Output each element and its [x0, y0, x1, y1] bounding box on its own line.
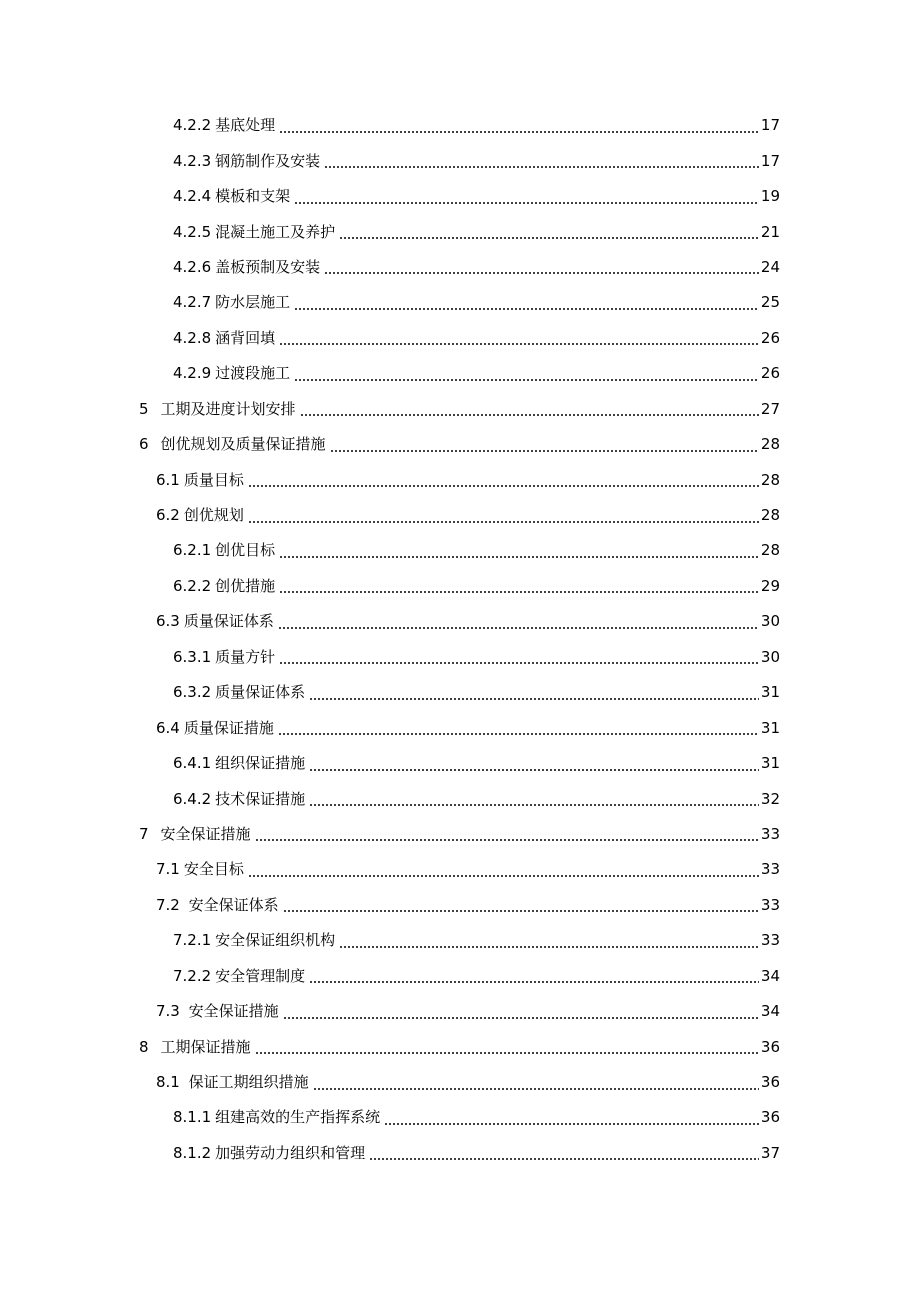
toc-dot-leader [309, 804, 759, 806]
toc-entry-page: 30 [760, 612, 780, 631]
toc-dot-leader [255, 839, 759, 841]
toc-entry-number: 8.1.2 [173, 1143, 212, 1162]
toc-dot-leader [279, 556, 759, 558]
toc-entry-page: 30 [760, 647, 780, 666]
toc-entry-title: 安全保证组织机构 [215, 931, 336, 950]
toc-entry[interactable] [0, 179, 780, 214]
toc-dot-leader [313, 1088, 759, 1090]
toc-entry-number: 7.1 [156, 860, 180, 879]
toc-entry-number: 7 [139, 824, 149, 843]
toc-dot-leader [248, 485, 759, 487]
toc-entry[interactable] [0, 214, 780, 249]
toc-entry-title: 工期及进度计划安排 [160, 399, 296, 418]
toc-entry[interactable] [0, 356, 780, 391]
toc-entry-page: 19 [760, 187, 780, 206]
toc-entry-page: 26 [760, 328, 780, 347]
toc-entry-page: 17 [760, 151, 780, 170]
toc-entry-page: 21 [760, 222, 780, 241]
table-of-contents [0, 108, 920, 1171]
toc-entry-page: 33 [760, 931, 780, 950]
toc-entry-title: 防水层施工 [215, 293, 291, 312]
toc-entry-number: 5 [139, 399, 149, 418]
toc-dot-leader [384, 1123, 759, 1125]
toc-dot-leader [279, 131, 759, 133]
toc-entry-title: 技术保证措施 [215, 789, 306, 808]
toc-entry-title: 组建高效的生产指挥系统 [215, 1108, 381, 1127]
toc-entry[interactable] [0, 817, 780, 852]
toc-entry[interactable] [0, 994, 780, 1029]
toc-entry[interactable] [0, 1065, 780, 1100]
toc-entry[interactable] [0, 427, 780, 462]
toc-entry-title: 工期保证措施 [160, 1037, 251, 1056]
toc-entry-number: 6.3.1 [173, 647, 212, 666]
toc-entry-page: 31 [760, 718, 780, 737]
toc-entry-page: 28 [760, 435, 780, 454]
toc-entry-page: 33 [760, 860, 780, 879]
toc-entry-number: 6.2 [156, 506, 180, 525]
toc-entry-title: 模板和支架 [215, 187, 291, 206]
toc-entry-page: 17 [760, 116, 780, 135]
toc-entry-title: 创优规划及质量保证措施 [160, 435, 326, 454]
toc-entry-number: 6.2.1 [173, 541, 212, 560]
toc-dot-leader [283, 1017, 759, 1019]
toc-entry-number: 4.2.7 [173, 293, 212, 312]
toc-entry-page: 34 [760, 1002, 780, 1021]
toc-entry-page: 36 [760, 1073, 780, 1092]
toc-entry-number: 8.1.1 [173, 1108, 212, 1127]
toc-dot-leader [248, 521, 759, 523]
toc-dot-leader [279, 662, 759, 664]
toc-entry[interactable] [0, 392, 780, 427]
toc-entry-page: 33 [760, 895, 780, 914]
toc-entry-page: 32 [760, 789, 780, 808]
toc-entry-title: 质量方针 [215, 647, 276, 666]
toc-entry-number: 4.2.2 [173, 116, 212, 135]
toc-entry-title: 过渡段施工 [215, 364, 291, 383]
toc-entry[interactable] [0, 640, 780, 675]
toc-entry-page: 31 [760, 683, 780, 702]
toc-entry[interactable] [0, 604, 780, 639]
toc-dot-leader [294, 379, 759, 381]
toc-entry-number: 4.2.3 [173, 151, 212, 170]
toc-entry-title: 加强劳动力组织和管理 [215, 1143, 366, 1162]
toc-entry-number: 6.4 [156, 718, 180, 737]
toc-entry-number: 8.1 [156, 1073, 185, 1092]
toc-entry-number: 4.2.9 [173, 364, 212, 383]
toc-dot-leader [300, 414, 759, 416]
toc-entry-title: 质量保证体系 [215, 683, 306, 702]
toc-entry-title: 安全管理制度 [215, 966, 306, 985]
toc-entry[interactable] [0, 746, 780, 781]
toc-dot-leader [283, 910, 759, 912]
toc-entry-page: 28 [760, 506, 780, 525]
toc-entry-title: 安全目标 [183, 860, 244, 879]
toc-dot-leader [294, 202, 759, 204]
toc-dot-leader [255, 1052, 759, 1054]
toc-entry-page: 25 [760, 293, 780, 312]
toc-entry-number: 6.4.1 [173, 754, 212, 773]
toc-entry[interactable] [0, 781, 780, 816]
toc-entry[interactable] [0, 498, 780, 533]
toc-dot-leader [324, 272, 759, 274]
toc-entry-page: 36 [760, 1037, 780, 1056]
toc-entry-title: 安全保证体系 [188, 895, 279, 914]
toc-entry-number: 6.3 [156, 612, 180, 631]
toc-entry[interactable] [0, 710, 780, 745]
toc-entry-number: 7.2.2 [173, 966, 212, 985]
toc-entry-title: 创优措施 [215, 576, 276, 595]
toc-entry[interactable] [0, 321, 780, 356]
toc-entry[interactable] [0, 143, 780, 178]
toc-entry-number: 4.2.6 [173, 257, 212, 276]
toc-entry-page: 24 [760, 257, 780, 276]
toc-entry-title: 保证工期组织措施 [188, 1073, 309, 1092]
toc-entry-number: 7.2 [156, 895, 185, 914]
toc-entry-number: 6.1 [156, 470, 180, 489]
toc-entry[interactable] [0, 108, 780, 143]
toc-entry-number: 6 [139, 435, 149, 454]
toc-entry-title: 质量保证措施 [183, 718, 274, 737]
toc-entry-title: 安全保证措施 [188, 1002, 279, 1021]
toc-entry-title: 涵背回填 [215, 328, 276, 347]
toc-entry-number: 8 [139, 1037, 149, 1056]
toc-entry-title: 质量目标 [183, 470, 244, 489]
toc-entry-title: 安全保证措施 [160, 824, 251, 843]
toc-entry-title: 组织保证措施 [215, 754, 306, 773]
toc-entry-page: 28 [760, 541, 780, 560]
toc-entry-title: 创优规划 [183, 506, 244, 525]
toc-entry[interactable] [0, 533, 780, 568]
toc-entry-number: 4.2.4 [173, 187, 212, 206]
toc-entry-page: 28 [760, 470, 780, 489]
toc-dot-leader [309, 769, 759, 771]
toc-entry-title: 质量保证体系 [183, 612, 274, 631]
toc-entry-number: 4.2.8 [173, 328, 212, 347]
toc-entry-number: 6.4.2 [173, 789, 212, 808]
toc-dot-leader [339, 946, 759, 948]
toc-dot-leader [248, 875, 759, 877]
toc-entry-page: 37 [760, 1143, 780, 1162]
toc-entry-page: 26 [760, 364, 780, 383]
toc-entry[interactable] [0, 1029, 780, 1064]
toc-entry-page: 31 [760, 754, 780, 773]
toc-entry-page: 29 [760, 576, 780, 595]
toc-entry-title: 盖板预制及安装 [215, 257, 321, 276]
toc-dot-leader [278, 627, 759, 629]
toc-entry[interactable] [0, 569, 780, 604]
toc-entry[interactable] [0, 888, 780, 923]
toc-dot-leader [324, 166, 759, 168]
toc-entry[interactable] [0, 462, 780, 497]
toc-entry-number: 6.3.2 [173, 683, 212, 702]
toc-entry-title: 基底处理 [215, 116, 276, 135]
toc-entry-page: 34 [760, 966, 780, 985]
toc-entry[interactable] [0, 852, 780, 887]
toc-entry-number: 6.2.2 [173, 576, 212, 595]
toc-dot-leader [294, 308, 759, 310]
toc-entry-title: 混凝土施工及养护 [215, 222, 336, 241]
toc-entry-title: 创优目标 [215, 541, 276, 560]
toc-entry[interactable] [0, 923, 780, 958]
toc-entry[interactable] [0, 285, 780, 320]
toc-dot-leader [339, 237, 759, 239]
toc-entry-number: 7.3 [156, 1002, 185, 1021]
toc-dot-leader [309, 698, 759, 700]
toc-entry-page: 33 [760, 824, 780, 843]
toc-entry[interactable] [0, 250, 780, 285]
toc-dot-leader [279, 343, 759, 345]
toc-entry[interactable] [0, 1136, 780, 1171]
toc-entry-page: 27 [760, 399, 780, 418]
toc-dot-leader [330, 450, 759, 452]
toc-entry-number: 7.2.1 [173, 931, 212, 950]
toc-dot-leader [279, 591, 759, 593]
toc-dot-leader [369, 1158, 759, 1160]
toc-entry[interactable] [0, 675, 780, 710]
toc-entry-number: 4.2.5 [173, 222, 212, 241]
toc-entry[interactable] [0, 1100, 780, 1135]
toc-entry-title: 钢筋制作及安装 [215, 151, 321, 170]
toc-entry-page: 36 [760, 1108, 780, 1127]
toc-entry[interactable] [0, 959, 780, 994]
toc-dot-leader [309, 981, 759, 983]
toc-dot-leader [278, 733, 759, 735]
